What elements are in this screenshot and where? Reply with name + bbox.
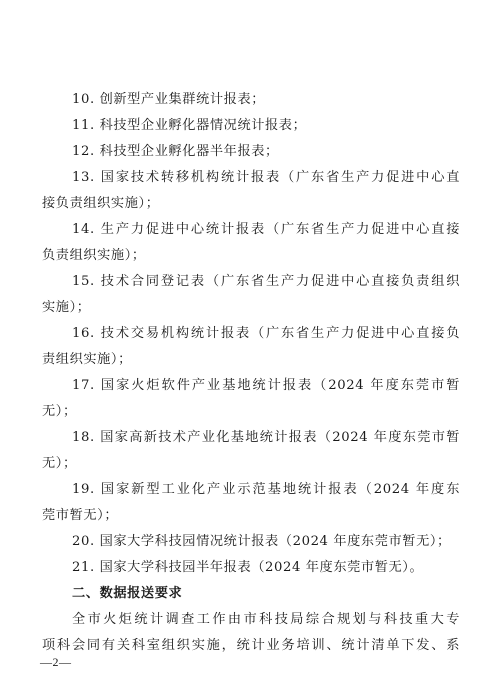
list-item-18-line2: 无）； <box>42 456 77 471</box>
list-item-17-line2: 无）； <box>42 404 77 419</box>
paragraph-line-2: 项科会同有关科室组织实施，统计业务培训、统计清单下发、系 <box>42 638 460 653</box>
list-item-18-line1: 18. 国家高新技术产业化基地统计报表（2024 年度东莞市暂 <box>72 430 460 445</box>
list-item-11: 11. 科技型企业孵化器情况统计报表； <box>72 118 307 133</box>
list-item-16-line2: 责组织实施）； <box>42 352 132 367</box>
list-item-20: 20. 国家大学科技园情况统计报表（2024 年度东莞市暂无）； <box>72 534 451 549</box>
list-item-10: 10. 创新型产业集群统计报表； <box>72 92 266 107</box>
list-item-15-line2: 实施）； <box>42 300 91 315</box>
section-heading: 二、数据报送要求 <box>72 586 183 601</box>
list-item-14-line1: 14. 生产力促进中心统计报表（广东省生产力促进中心直接 <box>72 222 460 237</box>
paragraph-line-1: 全市火炬统计调查工作由市科技局综合规划与科技重大专 <box>72 612 460 627</box>
list-item-16-line1: 16. 技术交易机构统计报表（广东省生产力促进中心直接负 <box>72 326 460 341</box>
list-item-21: 21. 国家大学科技园半年报表（2024 年度东莞市暂无）。 <box>72 560 424 575</box>
list-item-19-line1: 19. 国家新型工业化产业示范基地统计报表（2024 年度东 <box>72 482 460 497</box>
list-item-13-line2: 接负责组织实施）； <box>42 196 160 211</box>
list-item-17-line1: 17. 国家火炬软件产业基地统计报表（2024 年度东莞市暂 <box>72 378 460 393</box>
list-item-15-line1: 15. 技术合同登记表（广东省生产力促进中心直接负责组织 <box>72 274 460 289</box>
list-item-12: 12. 科技型企业孵化器半年报表； <box>72 144 279 159</box>
list-item-13-line1: 13. 国家技术转移机构统计报表（广东省生产力促进中心直 <box>72 170 460 185</box>
list-item-19-line2: 莞市暂无）； <box>42 508 119 523</box>
list-item-14-line2: 负责组织实施）； <box>42 248 146 263</box>
page-number: —2— <box>40 655 72 669</box>
